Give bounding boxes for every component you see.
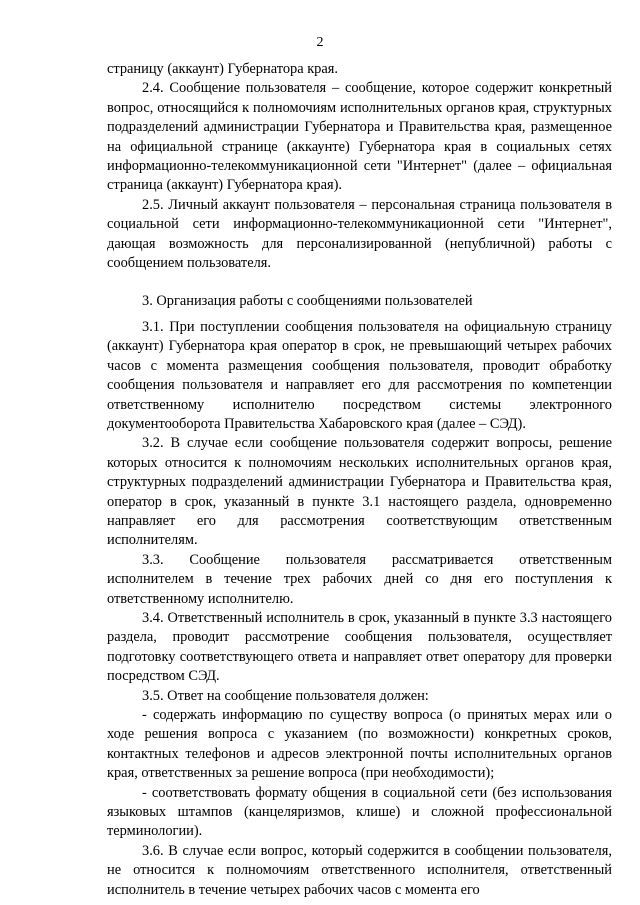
paragraph-3-5: 3.5. Ответ на сообщение пользователя должен: <box>142 687 429 704</box>
paragraph-3-4: 3.4. Ответственный исполнитель в срок, указанный в пункте 3.3 настоящего раздела, проводит рассмотрение сообщения пользователя, осуществляет подготовку соответствующего ответа и направляет ответ оператору для проверки посредством СЭД. <box>107 609 612 685</box>
paragraph-2-5: 2.5. Личный аккаунт пользователя – персональная страница пользователя в социальной сети информационно-телекоммуникационной сети "Интернет", дающая возможность для персонализированной (непубличной) работы с сообщением пользователя. <box>107 196 612 272</box>
paragraph-continuation: страницу (аккаунт) Губернатора края. <box>107 61 338 77</box>
paragraph-3-6: 3.6. В случае если вопрос, который содержится в сообщении пользователя, не относится к полномочиям ответственного исполнителя, ответственный исполнитель в течение четырех рабочих часов с момента его <box>107 842 612 898</box>
document-body <box>107 60 612 900</box>
list-item-format: - соответствовать формату общения в социальной сети (без использования языковых штампов (канцеляризмов, клише) и сложной профессиональной терминологии). <box>107 784 612 840</box>
section-heading-3: 3. Организация работы с сообщениями пользователей <box>142 293 473 310</box>
paragraph-3-2: 3.2. В случае если сообщение пользователя содержит вопросы, решение которых относится к полномочиям нескольких исполнительных органов края, структурных подразделений администрации Губернатора и Правительства края, оператор в срок, указанный в пункте 3.1 настоящего раздела, одновременно направляет его для рассмотрения соответствующим ответственным исполнителям. <box>107 435 612 549</box>
paragraph-3-3: 3.3. Сообщение пользователя рассматривается ответственным исполнителем в течение трех рабочих дней со дня его поступления к ответственному исполнителю. <box>107 551 612 607</box>
list-item-content: - содержать информацию по существу вопроса (о принятых мерах или о ходе решения вопроса с указанием (по возможности) конкретных сроков, контактных телефонов и адресов электронной почты исполнительных органов края, ответственных за решение вопроса (при необходимости); <box>107 707 612 782</box>
page-number: 2 <box>316 35 324 50</box>
paragraph-3-1: 3.1. При поступлении сообщения пользователя на официальную страницу (аккаунт) Губернатора края оператор в срок, не превышающий четырех рабочих часов с момента размещения сообщения пользователя, проводит обработку сообщения пользователя и направляет его для рассмотрения по компетенции ответственному исполнителю посредством системы электронного документооборота Правительства Хабаровского края (далее – СЭД). <box>107 318 612 432</box>
paragraph-2-4: 2.4. Сообщение пользователя – сообщение, которое содержит конкретный вопрос, относящийся к полномочиям исполнительных органов края, структурных подразделений администрации Губернатора и Правительства края, размещенное на официальной странице (аккаунте) Губернатора края в социальных сетях информационно-телекоммуникационной сети "Интернет" (далее – официальная страница (аккаунт) Губернатора края). <box>107 80 612 194</box>
